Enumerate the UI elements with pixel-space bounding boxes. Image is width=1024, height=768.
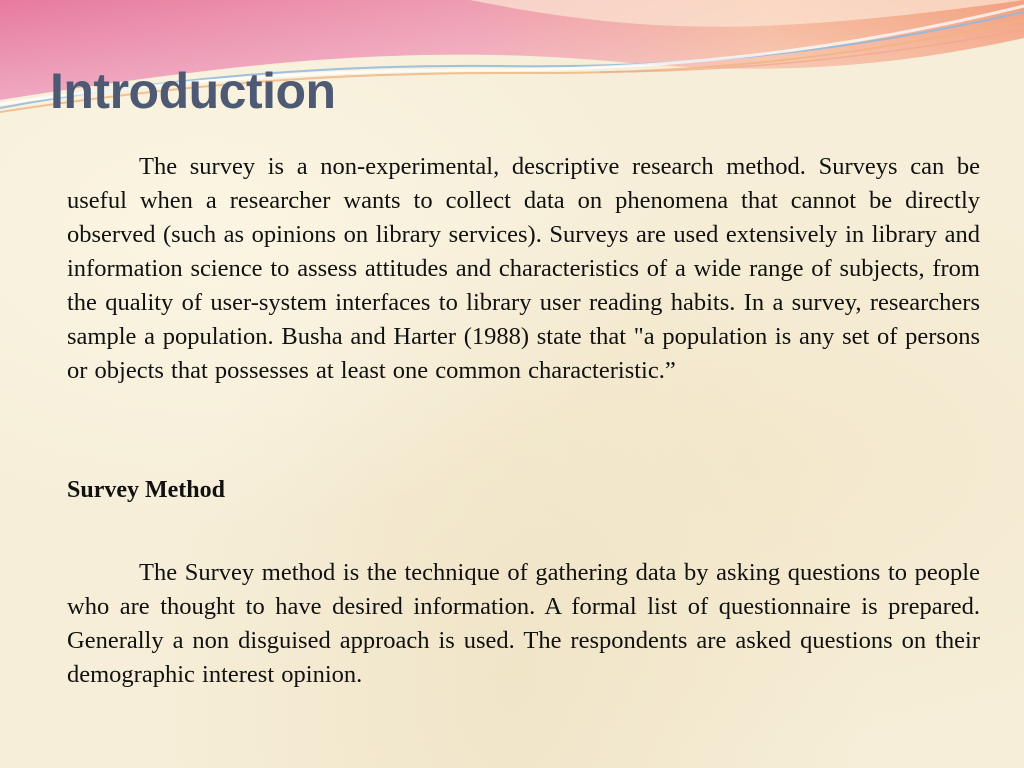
intro-paragraph: The survey is a non-experimental, descriptive research method. Surveys can be useful when a researcher wants to collect data on phenomena that cannot be directly observed (such as opinions on library services). Surveys are used extensively in library and information science to assess attitudes and characteristics of a wide range of subjects, from the quality of user-system interfaces to library user reading habits. In a survey, researchers sample a population. Busha and Harter (1988) state that "a population is any set of persons or objects that possesses at least one common characteristic.”	[67, 153, 980, 384]
section-heading: Survey Method	[67, 477, 225, 503]
survey-method-paragraph: The Survey method is the technique of gathering data by asking questions to people who are thought to have desired information. A formal list of questionnaire is prepared. Generally a non disguised approach is used. The respondents are asked questions on their demographic interest opinion.	[67, 559, 980, 688]
section-heading-wrap	[67, 473, 225, 507]
slide-title: Introduction	[50, 63, 336, 119]
slide-body	[67, 150, 980, 688]
section-paragraph-wrap	[67, 556, 980, 692]
